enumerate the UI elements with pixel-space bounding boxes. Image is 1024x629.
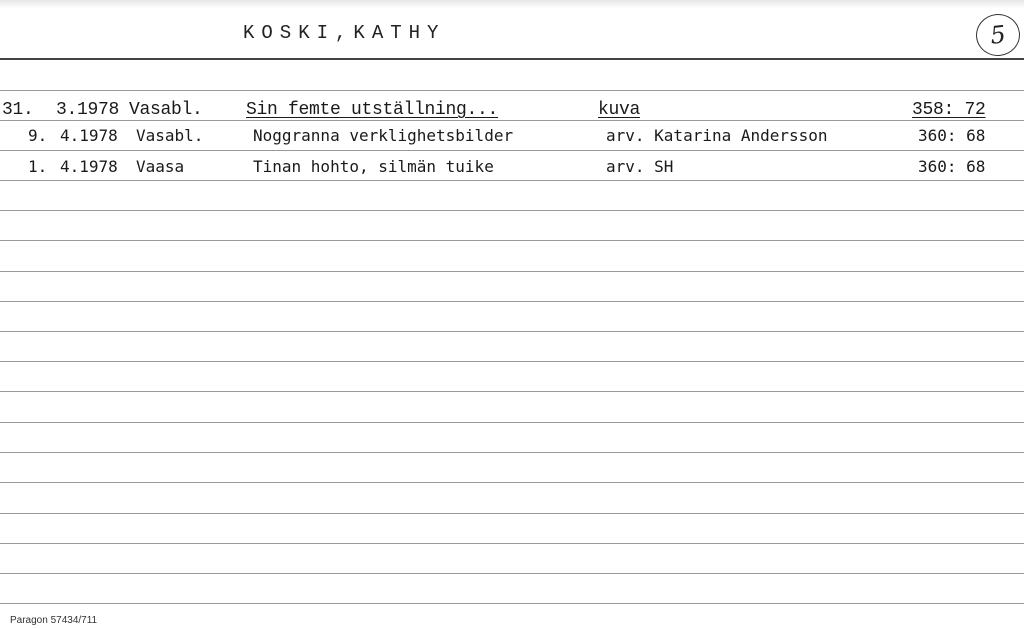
entry-title: Tinan hohto, silmän tuike [253, 157, 494, 176]
ruled-line [0, 301, 1024, 302]
entry-paper: Vaasa [136, 157, 185, 176]
ruled-line [0, 331, 1024, 332]
entry-title: Noggranna verklighetsbilder [253, 126, 514, 145]
ruled-line [0, 422, 1024, 423]
entry-ref: 360: 68 [918, 126, 986, 145]
ruled-line [0, 271, 1024, 272]
entry-day: 9. [28, 126, 48, 145]
entry-ref: 360: 68 [918, 157, 986, 176]
ruled-line [0, 361, 1024, 362]
card-footer-print: Paragon 57434/711 [10, 615, 98, 626]
ruled-line [0, 150, 1024, 151]
ruled-line [0, 240, 1024, 241]
ruled-line [0, 210, 1024, 211]
entry-note: arv. SH [606, 157, 674, 176]
card-number: 5 [988, 20, 1008, 50]
entry-day: 1. [28, 157, 48, 176]
entry-date: 3.1978 [56, 100, 120, 120]
ruled-line [0, 90, 1024, 91]
ruled-line [0, 603, 1024, 604]
ruled-line [0, 482, 1024, 483]
entry-paper: Vasabl. [136, 126, 204, 145]
card-number-circle [974, 12, 1022, 58]
entry-note: kuva [598, 100, 641, 120]
ruled-line [0, 452, 1024, 453]
entry-row [0, 100, 1024, 124]
entry-row [0, 126, 1024, 150]
entry-title: Sin femte utställning... [246, 100, 499, 120]
card-name-heading: KOSKI,KATHY [243, 22, 446, 44]
entry-day: 31. [2, 100, 34, 120]
entry-date: 4.1978 [60, 157, 118, 176]
entry-paper: Vasabl. [129, 100, 203, 120]
entry-date: 4.1978 [60, 126, 118, 145]
entry-note: arv. Katarina Andersson [606, 126, 828, 145]
card-top-edge [0, 0, 1024, 8]
entry-ref: 358: 72 [912, 100, 986, 120]
header-rule [0, 58, 1024, 60]
ruled-line [0, 391, 1024, 392]
entry-row [0, 157, 1024, 181]
ruled-line [0, 543, 1024, 544]
ruled-line [0, 513, 1024, 514]
ruled-line [0, 573, 1024, 574]
